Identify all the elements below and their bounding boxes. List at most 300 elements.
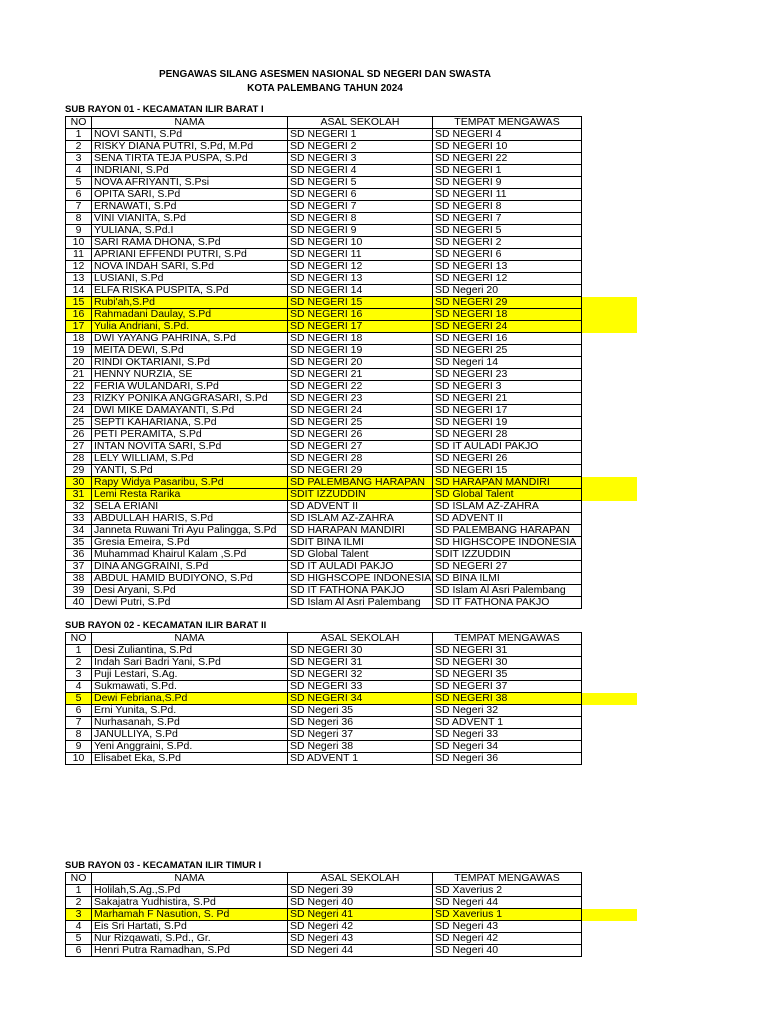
row-no: 38 [66, 573, 92, 585]
table-row [66, 393, 638, 405]
highlight-extension [582, 477, 638, 489]
row-nama: Yulia Andriani, S.Pd. [92, 321, 288, 333]
row-no: 8 [66, 729, 92, 741]
row-tempat-mengawas: SD NEGERI 24 [433, 321, 582, 333]
highlight-extension [582, 417, 638, 429]
row-asal-sekolah: SD NEGERI 22 [288, 381, 433, 393]
row-asal-sekolah: SD NEGERI 11 [288, 249, 433, 261]
row-nama: Sakajatra Yudhistira, S.Pd [92, 897, 288, 909]
row-no: 24 [66, 405, 92, 417]
row-tempat-mengawas: SD NEGERI 22 [433, 153, 582, 165]
row-nama: NOVA INDAH SARI, S.Pd [92, 261, 288, 273]
row-asal-sekolah: SD NEGERI 30 [288, 645, 433, 657]
row-nama: Nur Rizqawati, S.Pd., Gr. [92, 933, 288, 945]
row-no: 40 [66, 597, 92, 609]
row-asal-sekolah: SD NEGERI 14 [288, 285, 433, 297]
row-no: 6 [66, 189, 92, 201]
row-tempat-mengawas: SD NEGERI 37 [433, 681, 582, 693]
row-no: 5 [66, 693, 92, 705]
highlight-extension [582, 645, 638, 657]
table-row [66, 525, 638, 537]
row-asal-sekolah: SD NEGERI 2 [288, 141, 433, 153]
table-row [66, 285, 638, 297]
row-asal-sekolah: SD NEGERI 28 [288, 453, 433, 465]
table-row [66, 165, 638, 177]
table-row [66, 513, 638, 525]
table-row [66, 201, 638, 213]
row-nama: INDRIANI, S.Pd [92, 165, 288, 177]
row-asal-sekolah: SD NEGERI 20 [288, 357, 433, 369]
highlight-extension [582, 681, 638, 693]
row-nama: SELA ERIANI [92, 501, 288, 513]
highlight-extension [582, 297, 638, 309]
row-nama: RINDI OKTARIANI, S.Pd [92, 357, 288, 369]
row-no: 1 [66, 645, 92, 657]
row-no: 4 [66, 921, 92, 933]
table-row [66, 489, 638, 501]
row-nama: ABDUL HAMID BUDIYONO, S.Pd [92, 573, 288, 585]
row-tempat-mengawas: SD NEGERI 35 [433, 669, 582, 681]
table-row [66, 261, 638, 273]
row-tempat-mengawas: SD NEGERI 8 [433, 201, 582, 213]
highlight-extension [582, 393, 638, 405]
row-tempat-mengawas: SD Negeri 33 [433, 729, 582, 741]
row-no: 19 [66, 345, 92, 357]
highlight-extension [582, 657, 638, 669]
row-nama: Eis Sri Hartati, S.Pd [92, 921, 288, 933]
row-nama: PETI PERAMITA, S.Pd [92, 429, 288, 441]
row-asal-sekolah: SD NEGERI 23 [288, 393, 433, 405]
row-no: 17 [66, 321, 92, 333]
row-asal-sekolah: SD NEGERI 7 [288, 201, 433, 213]
header-nama: NAMA [92, 633, 288, 645]
highlight-extension [582, 321, 638, 333]
table-row [66, 933, 638, 945]
row-tempat-mengawas: SD Islam Al Asri Palembang [433, 585, 582, 597]
row-nama: Lemi Resta Rarika [92, 489, 288, 501]
section-title: SUB RAYON 01 - KECAMATAN ILIR BARAT I [65, 104, 264, 115]
row-nama: ABDULLAH HARIS, S.Pd [92, 513, 288, 525]
row-asal-sekolah: SD NEGERI 17 [288, 321, 433, 333]
row-tempat-mengawas: SD Negeri 42 [433, 933, 582, 945]
table-row [66, 897, 638, 909]
row-no: 3 [66, 909, 92, 921]
row-asal-sekolah: SD NEGERI 1 [288, 129, 433, 141]
row-asal-sekolah: SDIT IZZUDDIN [288, 489, 433, 501]
table-row [66, 657, 638, 669]
table-row [66, 465, 638, 477]
header-no: NO [66, 633, 92, 645]
row-nama: LELY WILLIAM, S.Pd [92, 453, 288, 465]
row-no: 11 [66, 249, 92, 261]
row-nama: YULIANA, S.Pd.I [92, 225, 288, 237]
header-no: NO [66, 873, 92, 885]
row-nama: ELFA RISKA PUSPITA, S.Pd [92, 285, 288, 297]
row-nama: Rapy Widya Pasaribu, S.Pd [92, 477, 288, 489]
row-nama: DWI YAYANG PAHRINA, S.Pd [92, 333, 288, 345]
row-no: 4 [66, 681, 92, 693]
table-row [66, 561, 638, 573]
row-asal-sekolah: SD Negeri 40 [288, 897, 433, 909]
row-no: 29 [66, 465, 92, 477]
row-asal-sekolah: SD NEGERI 19 [288, 345, 433, 357]
row-nama: Elisabet Eka, S.Pd [92, 753, 288, 765]
row-asal-sekolah: SD HIGHSCOPE INDONESIA [288, 573, 433, 585]
row-tempat-mengawas: SD PALEMBANG HARAPAN [433, 525, 582, 537]
row-asal-sekolah: SD ADVENT 1 [288, 753, 433, 765]
table-row [66, 585, 638, 597]
row-no: 16 [66, 309, 92, 321]
row-no: 14 [66, 285, 92, 297]
table-row [66, 129, 638, 141]
table-row [66, 381, 638, 393]
row-asal-sekolah: SD IT FATHONA PAKJO [288, 585, 433, 597]
highlight-extension [582, 273, 638, 285]
row-asal-sekolah: SD NEGERI 27 [288, 441, 433, 453]
highlight-extension [582, 441, 638, 453]
row-nama: Nurhasanah, S.Pd [92, 717, 288, 729]
row-asal-sekolah: SD Negeri 38 [288, 741, 433, 753]
row-tempat-mengawas: SD NEGERI 31 [433, 645, 582, 657]
table-row [66, 273, 638, 285]
assignment-table [65, 872, 638, 957]
row-no: 28 [66, 453, 92, 465]
row-tempat-mengawas: SD HIGHSCOPE INDONESIA [433, 537, 582, 549]
table-row [66, 321, 638, 333]
row-asal-sekolah: SD NEGERI 32 [288, 669, 433, 681]
row-tempat-mengawas: SD NEGERI 25 [433, 345, 582, 357]
table-header-row [66, 873, 638, 885]
row-asal-sekolah: SD NEGERI 9 [288, 225, 433, 237]
row-nama: SEPTI KAHARIANA, S.Pd [92, 417, 288, 429]
row-nama: APRIANI EFFENDI PUTRI, S.Pd [92, 249, 288, 261]
assignment-table [65, 632, 638, 765]
table-row [66, 237, 638, 249]
row-tempat-mengawas: SD Negeri 40 [433, 945, 582, 957]
table-row [66, 417, 638, 429]
row-tempat-mengawas: SD Xaverius 2 [433, 885, 582, 897]
row-nama: Yeni Anggraini, S.Pd. [92, 741, 288, 753]
highlight-extension [582, 369, 638, 381]
row-nama: MEITA DEWI, S.Pd [92, 345, 288, 357]
row-nama: Rubi'ah,S.Pd [92, 297, 288, 309]
highlight-extension [582, 501, 638, 513]
highlight-extension [582, 237, 638, 249]
highlight-extension [582, 933, 638, 945]
highlight-extension [582, 513, 638, 525]
row-tempat-mengawas: SD Negeri 32 [433, 705, 582, 717]
row-nama: HENNY NURZIA, SE [92, 369, 288, 381]
table-row [66, 645, 638, 657]
row-nama: Puji Lestari, S.Ag. [92, 669, 288, 681]
row-nama: Indah Sari Badri Yani, S.Pd [92, 657, 288, 669]
row-no: 3 [66, 153, 92, 165]
highlight-extension [582, 537, 638, 549]
row-no: 13 [66, 273, 92, 285]
highlight-extension [582, 741, 638, 753]
row-no: 2 [66, 657, 92, 669]
highlight-extension [582, 921, 638, 933]
row-no: 18 [66, 333, 92, 345]
header-asal-sekolah: ASAL SEKOLAH [288, 633, 433, 645]
row-tempat-mengawas: SD IT FATHONA PAKJO [433, 597, 582, 609]
row-nama: YANTI, S.Pd [92, 465, 288, 477]
highlight-extension [582, 141, 638, 153]
highlight-extension [582, 201, 638, 213]
row-tempat-mengawas: SD Negeri 34 [433, 741, 582, 753]
highlight-extension [582, 285, 638, 297]
row-tempat-mengawas: SD NEGERI 4 [433, 129, 582, 141]
table-row [66, 729, 638, 741]
row-nama: Gresia Emeira, S.Pd [92, 537, 288, 549]
row-no: 20 [66, 357, 92, 369]
row-nama: FERIA WULANDARI, S.Pd [92, 381, 288, 393]
row-nama: Sukmawati, S.Pd. [92, 681, 288, 693]
row-no: 5 [66, 933, 92, 945]
row-no: 7 [66, 201, 92, 213]
row-asal-sekolah: SD Islam Al Asri Palembang [288, 597, 433, 609]
row-no: 3 [66, 669, 92, 681]
highlight-extension [582, 465, 638, 477]
row-no: 12 [66, 261, 92, 273]
highlight-extension [582, 357, 638, 369]
row-tempat-mengawas: SD NEGERI 27 [433, 561, 582, 573]
row-no: 35 [66, 537, 92, 549]
row-nama: NOVA AFRIYANTI, S.Psi [92, 177, 288, 189]
row-tempat-mengawas: SD Negeri 43 [433, 921, 582, 933]
highlight-extension [582, 909, 638, 921]
row-tempat-mengawas: SD NEGERI 30 [433, 657, 582, 669]
highlight-extension [582, 729, 638, 741]
row-tempat-mengawas: SD NEGERI 15 [433, 465, 582, 477]
table-row [66, 921, 638, 933]
highlight-extension [582, 129, 638, 141]
row-no: 32 [66, 501, 92, 513]
table-row [66, 405, 638, 417]
row-nama: Janneta Ruwani Tri Ayu Palingga, S.Pd [92, 525, 288, 537]
row-asal-sekolah: SD NEGERI 21 [288, 369, 433, 381]
section-title: SUB RAYON 02 - KECAMATAN ILIR BARAT II [65, 620, 267, 631]
highlight-extension [582, 213, 638, 225]
row-no: 23 [66, 393, 92, 405]
row-nama: Dewi Putri, S.Pd [92, 597, 288, 609]
highlight-extension [582, 453, 638, 465]
table-header-row [66, 117, 638, 129]
row-nama: VINI VIANITA, S.Pd [92, 213, 288, 225]
header-nama: NAMA [92, 117, 288, 129]
row-tempat-mengawas: SD NEGERI 29 [433, 297, 582, 309]
row-tempat-mengawas: SD NEGERI 16 [433, 333, 582, 345]
assignment-table [65, 116, 638, 609]
row-asal-sekolah: SD Negeri 42 [288, 921, 433, 933]
row-no: 10 [66, 237, 92, 249]
table-row [66, 429, 638, 441]
row-no: 25 [66, 417, 92, 429]
row-tempat-mengawas: SD Negeri 14 [433, 357, 582, 369]
table-row [66, 705, 638, 717]
highlight-extension [582, 225, 638, 237]
table-row [66, 477, 638, 489]
row-tempat-mengawas: SD ADVENT II [433, 513, 582, 525]
row-tempat-mengawas: SD NEGERI 11 [433, 189, 582, 201]
highlight-extension [582, 945, 638, 957]
table-row [66, 717, 638, 729]
row-nama: OPITA SARI, S.Pd [92, 189, 288, 201]
row-nama: SARI RAMA DHONA, S.Pd [92, 237, 288, 249]
highlight-extension [582, 897, 638, 909]
highlight-extension [582, 165, 638, 177]
highlight-extension [582, 177, 638, 189]
table-row [66, 681, 638, 693]
row-asal-sekolah: SD Negeri 41 [288, 909, 433, 921]
row-asal-sekolah: SD PALEMBANG HARAPAN [288, 477, 433, 489]
row-tempat-mengawas: SD Global Talent [433, 489, 582, 501]
row-asal-sekolah: SD Negeri 43 [288, 933, 433, 945]
row-no: 37 [66, 561, 92, 573]
highlight-extension [582, 249, 638, 261]
header-nama: NAMA [92, 873, 288, 885]
table-row [66, 297, 638, 309]
table-row [66, 333, 638, 345]
table-row [66, 225, 638, 237]
highlight-extension [582, 753, 638, 765]
row-tempat-mengawas: SDIT IZZUDDIN [433, 549, 582, 561]
row-nama: LUSIANI, S.Pd [92, 273, 288, 285]
row-nama: Marhamah F Nasution, S. Pd [92, 909, 288, 921]
table-row [66, 549, 638, 561]
row-no: 2 [66, 141, 92, 153]
row-asal-sekolah: SD NEGERI 29 [288, 465, 433, 477]
highlight-extension [582, 345, 638, 357]
highlight-extension [582, 705, 638, 717]
table-row [66, 441, 638, 453]
row-nama: DINA ANGGRAINI, S.Pd [92, 561, 288, 573]
row-tempat-mengawas: SD NEGERI 12 [433, 273, 582, 285]
table-row [66, 537, 638, 549]
row-tempat-mengawas: SD NEGERI 6 [433, 249, 582, 261]
row-no: 4 [66, 165, 92, 177]
row-no: 34 [66, 525, 92, 537]
header-asal-sekolah: ASAL SEKOLAH [288, 117, 433, 129]
row-tempat-mengawas: SD BINA ILMI [433, 573, 582, 585]
row-asal-sekolah: SD ADVENT II [288, 501, 433, 513]
row-tempat-mengawas: SD NEGERI 23 [433, 369, 582, 381]
row-asal-sekolah: SD NEGERI 13 [288, 273, 433, 285]
document-subtitle: KOTA PALEMBANG TAHUN 2024 [247, 83, 403, 94]
table-row [66, 693, 638, 705]
row-no: 2 [66, 897, 92, 909]
header-tempat-mengawas: TEMPAT MENGAWAS [433, 873, 582, 885]
row-asal-sekolah: SDIT BINA ILMI [288, 537, 433, 549]
row-nama: Muhammad Khairul Kalam ,S.Pd [92, 549, 288, 561]
section-sub-rayon-02 [65, 620, 765, 765]
row-tempat-mengawas: SD Negeri 44 [433, 897, 582, 909]
row-asal-sekolah: SD NEGERI 31 [288, 657, 433, 669]
table-row [66, 741, 638, 753]
row-no: 8 [66, 213, 92, 225]
row-no: 5 [66, 177, 92, 189]
table-row [66, 885, 638, 897]
highlight-extension [582, 189, 638, 201]
header-tempat-mengawas: TEMPAT MENGAWAS [433, 117, 582, 129]
row-nama: RISKY DIANA PUTRI, S.Pd, M.Pd [92, 141, 288, 153]
table-row [66, 369, 638, 381]
row-tempat-mengawas: SD NEGERI 5 [433, 225, 582, 237]
row-tempat-mengawas: SD Negeri 36 [433, 753, 582, 765]
highlight-extension [582, 669, 638, 681]
row-no: 22 [66, 381, 92, 393]
table-row [66, 453, 638, 465]
row-asal-sekolah: SD NEGERI 6 [288, 189, 433, 201]
highlight-extension [582, 489, 638, 501]
row-no: 1 [66, 885, 92, 897]
highlight-extension [582, 333, 638, 345]
row-asal-sekolah: SD NEGERI 24 [288, 405, 433, 417]
row-asal-sekolah: SD NEGERI 16 [288, 309, 433, 321]
highlight-extension [582, 693, 638, 705]
row-tempat-mengawas: SD ISLAM AZ-ZAHRA [433, 501, 582, 513]
table-header-row [66, 633, 638, 645]
table-row [66, 345, 638, 357]
row-nama: SENA TIRTA TEJA PUSPA, S.Pd [92, 153, 288, 165]
row-asal-sekolah: SD NEGERI 33 [288, 681, 433, 693]
row-asal-sekolah: SD NEGERI 34 [288, 693, 433, 705]
table-row [66, 153, 638, 165]
row-asal-sekolah: SD NEGERI 5 [288, 177, 433, 189]
row-asal-sekolah: SD NEGERI 26 [288, 429, 433, 441]
table-row [66, 909, 638, 921]
row-no: 9 [66, 225, 92, 237]
row-asal-sekolah: SD HARAPAN MANDIRI [288, 525, 433, 537]
highlight-extension [582, 885, 638, 897]
row-no: 15 [66, 297, 92, 309]
row-no: 6 [66, 705, 92, 717]
row-asal-sekolah: SD IT AULADI PAKJO [288, 561, 433, 573]
table-row [66, 573, 638, 585]
row-tempat-mengawas: SD NEGERI 17 [433, 405, 582, 417]
row-tempat-mengawas: SD IT AULADI PAKJO [433, 441, 582, 453]
row-no: 36 [66, 549, 92, 561]
row-no: 33 [66, 513, 92, 525]
row-no: 1 [66, 129, 92, 141]
highlight-extension [582, 309, 638, 321]
row-no: 39 [66, 585, 92, 597]
row-tempat-mengawas: SD NEGERI 38 [433, 693, 582, 705]
row-asal-sekolah: SD NEGERI 4 [288, 165, 433, 177]
row-no: 6 [66, 945, 92, 957]
row-asal-sekolah: SD NEGERI 8 [288, 213, 433, 225]
section-sub-rayon-01 [65, 104, 765, 609]
highlight-extension [582, 429, 638, 441]
row-tempat-mengawas: SD Xaverius 1 [433, 909, 582, 921]
row-nama: RIZKY PONIKA ANGGRASARI, S.Pd [92, 393, 288, 405]
row-asal-sekolah: SD Negeri 37 [288, 729, 433, 741]
table-row [66, 597, 638, 609]
table-row [66, 249, 638, 261]
row-nama: NOVI SANTI, S.Pd [92, 129, 288, 141]
row-tempat-mengawas: SD Negeri 20 [433, 285, 582, 297]
header-asal-sekolah: ASAL SEKOLAH [288, 873, 433, 885]
row-tempat-mengawas: SD NEGERI 28 [433, 429, 582, 441]
row-tempat-mengawas: SD NEGERI 19 [433, 417, 582, 429]
row-nama: Erni Yunita, S.Pd. [92, 705, 288, 717]
row-tempat-mengawas: SD NEGERI 7 [433, 213, 582, 225]
row-nama: INTAN NOVITA SARI, S.Pd [92, 441, 288, 453]
row-no: 27 [66, 441, 92, 453]
highlight-extension [582, 561, 638, 573]
header-tempat-mengawas: TEMPAT MENGAWAS [433, 633, 582, 645]
table-row [66, 141, 638, 153]
